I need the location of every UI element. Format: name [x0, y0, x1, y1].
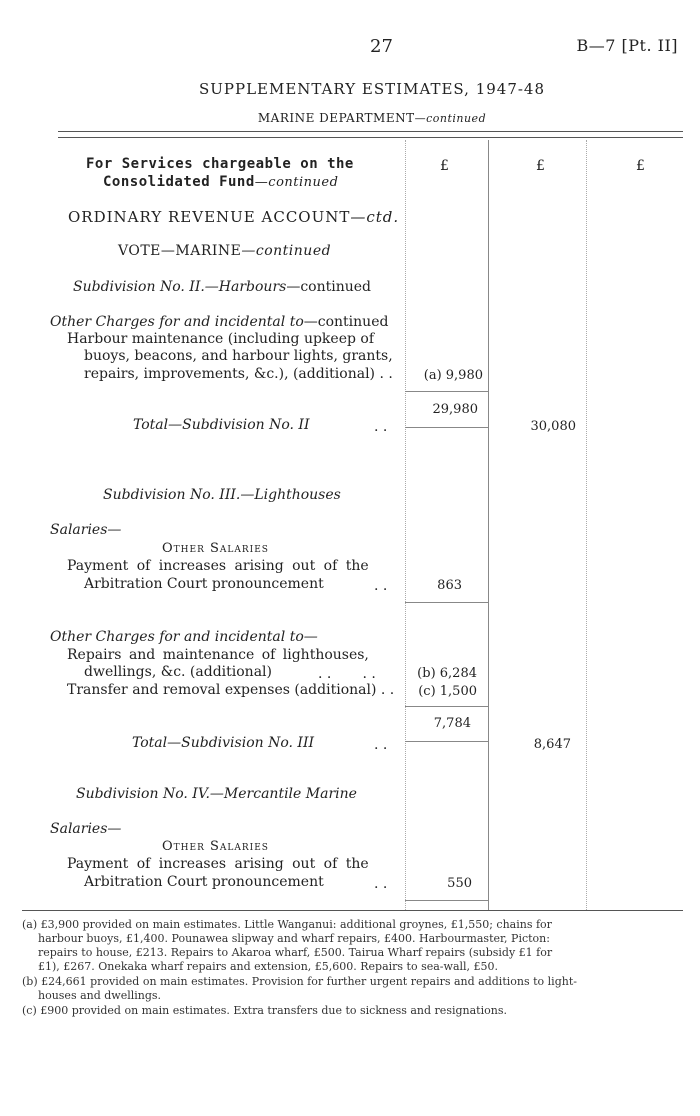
subdivision-3-total-label: [132, 735, 314, 751]
subdivision-3-transfer-amount: (c) 1,500: [418, 684, 477, 699]
subdivision-3-repairs-amount: (b) 6,284: [417, 666, 477, 681]
department-suffix: —continued: [414, 112, 487, 125]
subdivision-3-repairs-line1: Repairs and maintenance of lighthouses,: [67, 647, 369, 663]
subdivision-3-title: [103, 487, 341, 503]
subdivision-2-subtotal: 29,980: [432, 402, 478, 417]
subdivision-2-total-rule: [405, 427, 488, 428]
subdivision-2-total-label: [133, 417, 309, 433]
subdivision-4-name: Subdivision No. IV.—Mercantile Marine: [76, 786, 357, 802]
account-name: ORDINARY REVENUE ACCOUNT: [68, 208, 351, 226]
subdivision-3-transfer-line: Transfer and removal expenses (additional) . .: [67, 682, 395, 698]
header-rule-top: [58, 131, 683, 132]
harbour-item-line2: buoys, beacons, and harbour lights, grants,: [84, 348, 393, 364]
subdivision-4-pay-line2: Arbitration Court pronouncement: [84, 874, 324, 890]
department-name: MARINE DEPARTMENT: [257, 111, 415, 125]
subdivision-4-pay-amount: 550: [447, 876, 472, 891]
subdivision-3-repairs-dots: . . . .: [318, 666, 376, 682]
salaries-label-4: Salaries—: [50, 821, 122, 837]
subdivision-2-subtotal-rule: [405, 391, 488, 392]
subdivision-4-other-salaries: Other Salaries: [162, 839, 269, 854]
consolidated-fund-label: Consolidated Fund: [103, 174, 255, 190]
column-divider-1: [405, 140, 406, 910]
subdivision-2-title: [73, 279, 371, 295]
salaries-label: Salaries—: [50, 522, 122, 538]
column-header-pound-2: £: [536, 158, 545, 174]
subdivision-3-total-rule: [405, 741, 488, 742]
subdivision-3-total-dots: . .: [374, 737, 388, 753]
subdivision-2-total-text: Total—Subdivision No. II: [133, 417, 310, 433]
document-reference: B—7 [Pt. II]: [576, 36, 678, 55]
account-heading: [68, 208, 399, 226]
subdivision-4-pay-rule: [405, 900, 488, 901]
other-charges-label-3: Other Charges for and incidental to—: [50, 629, 318, 645]
footnote-b-line2: houses and dwellings.: [38, 989, 162, 1002]
subdivision-3-pay-dots: . .: [374, 578, 388, 594]
footnote-a-line2: harbour buoys, £1,400. Pounawea slipway and wharf repairs, £400. Harbourmaster, Picton:: [38, 932, 550, 945]
subdivision-2-suffix: —continued: [286, 279, 372, 295]
column-divider-2: [488, 140, 489, 910]
footnote-a-line4: £1), £267. Onekaka wharf repairs and extension, £5,600. Repairs to sea-wall, £50.: [38, 960, 499, 973]
subdivision-2-total-amount: 30,080: [530, 419, 576, 434]
subdivision-3-subtotal: 7,784: [433, 716, 471, 731]
subdivision-3-other-charges: [50, 629, 318, 645]
section-heading-line1: For Services chargeable on the: [86, 156, 354, 172]
header-rule-bottom: [58, 137, 683, 138]
table-bottom-rule: [22, 910, 683, 911]
subdivision-3-subtotal-rule: [405, 706, 488, 707]
subdivision-3-total-text: Total—Subdivision No. III: [132, 735, 315, 751]
page-number: 27: [370, 36, 393, 57]
column-header-pound-3: £: [636, 158, 645, 174]
subdivision-3-other-salaries: Other Salaries: [162, 541, 269, 556]
subdivision-4-pay-line1: Payment of increases arising out of the: [67, 856, 369, 872]
footnote-b-line1: (b) £24,661 provided on main estimates. Provision for further urgent repairs and additions to light-: [22, 975, 577, 988]
subdivision-4-pay-dots: . .: [374, 876, 388, 892]
footnote-a-line3: repairs to house, £213. Repairs to Akaroa wharf, £500. Tairua Wharf repairs (subsidy £1 for: [38, 946, 553, 959]
footnote-a-line1: (a) £3,900 provided on main estimates. Little Wanganui: additional groynes, £1,550; chains for: [22, 918, 552, 931]
subdivision-4-salaries: [50, 821, 121, 837]
subdivision-3-repairs-line2: dwellings, &c. (additional): [84, 664, 272, 680]
vote-suffix: —continued: [241, 243, 332, 259]
subdivision-2-name: Subdivision No. II.—Harbours: [73, 279, 287, 295]
subdivision-3-pay-rule: [405, 602, 488, 603]
subdivision-3-pay-line1: Payment of increases arising out of the: [67, 558, 369, 574]
footnote-c-line1: (c) £900 provided on main estimates. Extra transfers due to sickness and resignations.: [22, 1004, 507, 1017]
vote-name: VOTE—MARINE: [118, 243, 242, 259]
harbour-item-amount: (a) 9,980: [423, 368, 483, 383]
subdivision-3-pay-amount: 863: [437, 578, 462, 593]
subdivision-3-pay-line2: Arbitration Court pronouncement: [84, 576, 324, 592]
harbour-item-line3: repairs, improvements, &c.), (additional) . .: [84, 366, 393, 382]
subdivision-3-salaries: [50, 522, 121, 538]
other-charges-suffix: —continued: [303, 314, 389, 330]
section-heading-line2: [103, 174, 338, 190]
column-divider-3: [586, 140, 587, 910]
consolidated-fund-suffix: —continued: [254, 175, 339, 190]
vote-heading: [118, 243, 331, 259]
subdivision-4-title: [76, 786, 357, 802]
column-header-pound-1: £: [440, 158, 449, 174]
harbour-item-line1: Harbour maintenance (including upkeep of: [67, 331, 374, 347]
page-title: SUPPLEMENTARY ESTIMATES, 1947-48: [198, 80, 546, 98]
subdivision-3-name: Subdivision No. III.—Lighthouses: [103, 487, 341, 503]
account-suffix: —ctd.: [350, 208, 400, 226]
subdivision-3-total-amount: 8,647: [533, 737, 571, 752]
subdivision-2-other-charges: [50, 314, 388, 330]
department-heading: [258, 111, 486, 125]
other-charges-label: Other Charges for and incidental to: [50, 314, 304, 330]
subdivision-2-total-dots: . .: [374, 419, 388, 435]
